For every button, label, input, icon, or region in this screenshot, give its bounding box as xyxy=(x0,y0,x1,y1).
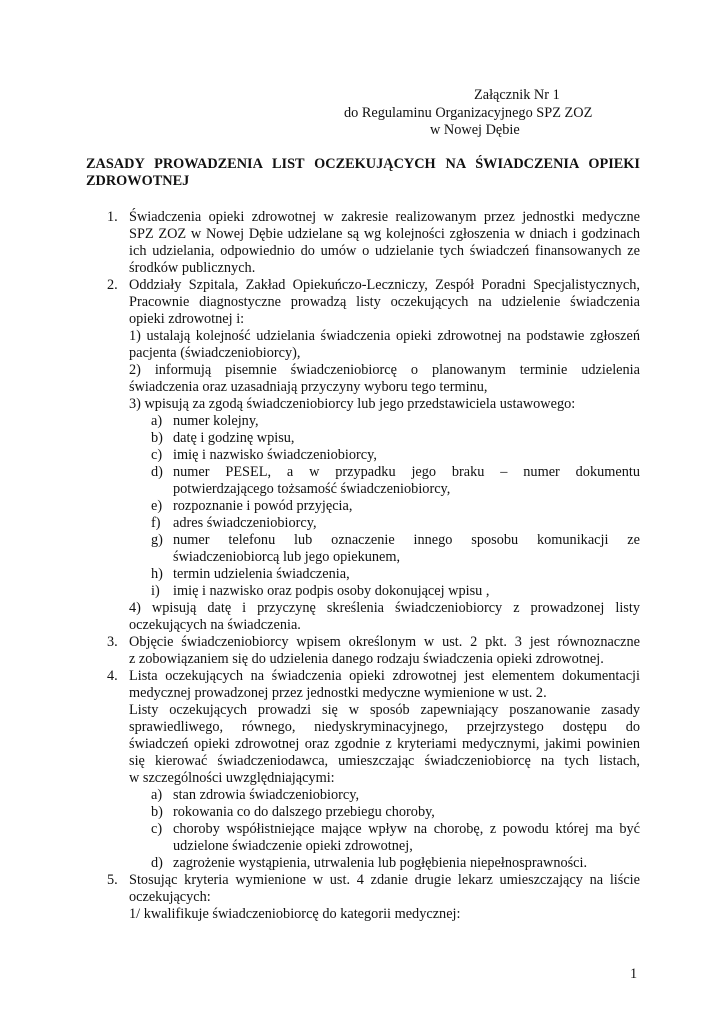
sub-item-text: rokowania co do dalszego przebiegu choroby, xyxy=(173,804,435,820)
item-2-text: opieki zdrowotnej i: xyxy=(129,311,245,327)
sub-item-letter: f) xyxy=(151,515,161,531)
sub-item-letter: d) xyxy=(151,464,163,480)
sub-item-letter: d) xyxy=(151,855,163,871)
item-1-text: SPZ ZOZ w Nowej Dębie udzielane są wg kolejności zgłoszenia w dniach i godzinach xyxy=(129,226,640,242)
page-number: 1 xyxy=(630,966,638,982)
item-4-text: Lista oczekujących na świadczenia opieki zdrowotnej jest elementem dokumentacji xyxy=(129,668,640,684)
sub-item-text: potwierdzającego tożsamość świadczeniobiorcy, xyxy=(173,481,451,497)
item-1-text: Świadczenia opieki zdrowotnej w zakresie realizowanym przez jednostki medyczne xyxy=(129,209,640,225)
sub-item-text: adres świadczeniobiorcy, xyxy=(173,515,317,531)
header-location-line: w Nowej Dębie xyxy=(430,122,520,138)
item-2-point-2: 2) informują pisemnie świadczeniobiorcę o planowanym terminie udzielenia xyxy=(129,362,640,378)
sub-item-text: imię i nazwisko świadczeniobiorcy, xyxy=(173,447,377,463)
item-5-text: oczekujących: xyxy=(129,889,211,905)
item-4-text: medycznej prowadzonej przez jednostki medyczne wymienione w ust. 2. xyxy=(129,685,547,701)
sub-item-letter: a) xyxy=(151,787,163,803)
item-3-text: Objęcie świadczeniobiorcy wpisem określonym w ust. 2 pkt. 3 jest równoznaczne xyxy=(129,634,640,650)
item-1-text: środków publicznych. xyxy=(129,260,256,276)
item-5-text: 1/ kwalifikuje świadczeniobiorcę do kategorii medycznej: xyxy=(129,906,461,922)
item-5-number: 5. xyxy=(107,872,118,888)
item-4-text: się kierować świadczeniodawca, umieszczając świadczeniobiorcę na tych listach, xyxy=(129,753,640,769)
sub-item-text: stan zdrowia świadczeniobiorcy, xyxy=(173,787,360,803)
sub-item-text: udzielone świadczenie opieki zdrowotnej, xyxy=(173,838,413,854)
item-1-text: ich udzielania, odpowiednio do umów o udzielanie tych świadczeń finansowanych ze xyxy=(129,243,640,259)
item-2-number: 2. xyxy=(107,277,118,293)
item-3-number: 3. xyxy=(107,634,118,650)
item-4-number: 4. xyxy=(107,668,118,684)
sub-item-text: świadczeniobiorcą lub jego opiekunem, xyxy=(173,549,401,565)
item-4-text: sprawiedliwego, równego, niedyskryminacyjnego, przejrzystego dostępu do xyxy=(129,719,640,735)
header-regulation-line: do Regulaminu Organizacyjnego SPZ ZOZ xyxy=(344,105,593,121)
sub-item-letter: e) xyxy=(151,498,163,514)
sub-item-letter: a) xyxy=(151,413,163,429)
document-title-line2: ZDROWOTNEJ xyxy=(86,173,190,189)
sub-item-letter: h) xyxy=(151,566,163,582)
sub-item-letter: c) xyxy=(151,447,163,463)
item-2-point-4: oczekujących na świadczenia. xyxy=(129,617,301,633)
sub-item-text: choroby współistniejące mające wpływ na chorobę, z powodu której ma być xyxy=(173,821,640,837)
item-2-point-2: świadczenia oraz uzasadniają przyczyny wyboru tego terminu, xyxy=(129,379,488,395)
item-4-text: świadczeń opieki zdrowotnej oraz zgodnie z kryteriami medycznymi, jakimi powinien xyxy=(129,736,640,752)
sub-item-text: datę i godzinę wpisu, xyxy=(173,430,295,446)
sub-item-letter: b) xyxy=(151,804,163,820)
item-4-text: Listy oczekujących prowadzi się w sposób zapewniający poszanowanie zasady xyxy=(129,702,640,718)
sub-item-text: numer telefonu lub oznaczenie innego sposobu komunikacji ze xyxy=(173,532,640,548)
item-2-point-3: 3) wpisują za zgodą świadczeniobiorcy lub jego przedstawiciela ustawowego: xyxy=(129,396,576,412)
sub-item-text: termin udzielenia świadczenia, xyxy=(173,566,350,582)
item-2-text: Pracownie diagnostyczne prowadzą listy oczekujących na udzielenie świadczenia xyxy=(129,294,640,310)
sub-item-letter: b) xyxy=(151,430,163,446)
sub-item-letter: i) xyxy=(151,583,160,599)
header-attachment-line: Załącznik Nr 1 xyxy=(474,87,560,103)
sub-item-letter: g) xyxy=(151,532,163,548)
sub-item-text: zagrożenie wystąpienia, utrwalenia lub pogłębienia niepełnosprawności. xyxy=(173,855,588,871)
item-3-text: z zobowiązaniem się do udzielenia danego rodzaju świadczenia opieki zdrowotnej. xyxy=(129,651,604,667)
sub-item-text: rozpoznanie i powód przyjęcia, xyxy=(173,498,353,514)
item-2-point-1: 1) ustalają kolejność udzielania świadczenia opieki zdrowotnej na podstawie zgłoszeń xyxy=(129,328,640,344)
item-2-point-1: pacjenta (świadczeniobiorcy), xyxy=(129,345,301,361)
sub-item-text: numer PESEL, a w przypadku jego braku – numer dokumentu xyxy=(173,464,640,480)
sub-item-text: numer kolejny, xyxy=(173,413,259,429)
sub-item-text: imię i nazwisko oraz podpis osoby dokonującej wpisu , xyxy=(173,583,490,599)
item-2-text: Oddziały Szpitala, Zakład Opiekuńczo-Leczniczy, Zespół Poradni Specjalistycznych, xyxy=(129,277,640,293)
item-1-number: 1. xyxy=(107,209,118,225)
document-title-line1: ZASADY PROWADZENIA LIST OCZEKUJĄCYCH NA ŚWIADCZENIA OPIEKI xyxy=(86,156,640,172)
item-4-text: w szczególności uwzględniającymi: xyxy=(129,770,335,786)
sub-item-letter: c) xyxy=(151,821,163,837)
item-2-point-4: 4) wpisują datę i przyczynę skreślenia świadczeniobiorcy z prowadzonej listy xyxy=(129,600,640,616)
item-5-text: Stosując kryteria wymienione w ust. 4 zdanie drugie lekarz umieszczający na liście xyxy=(129,872,640,888)
